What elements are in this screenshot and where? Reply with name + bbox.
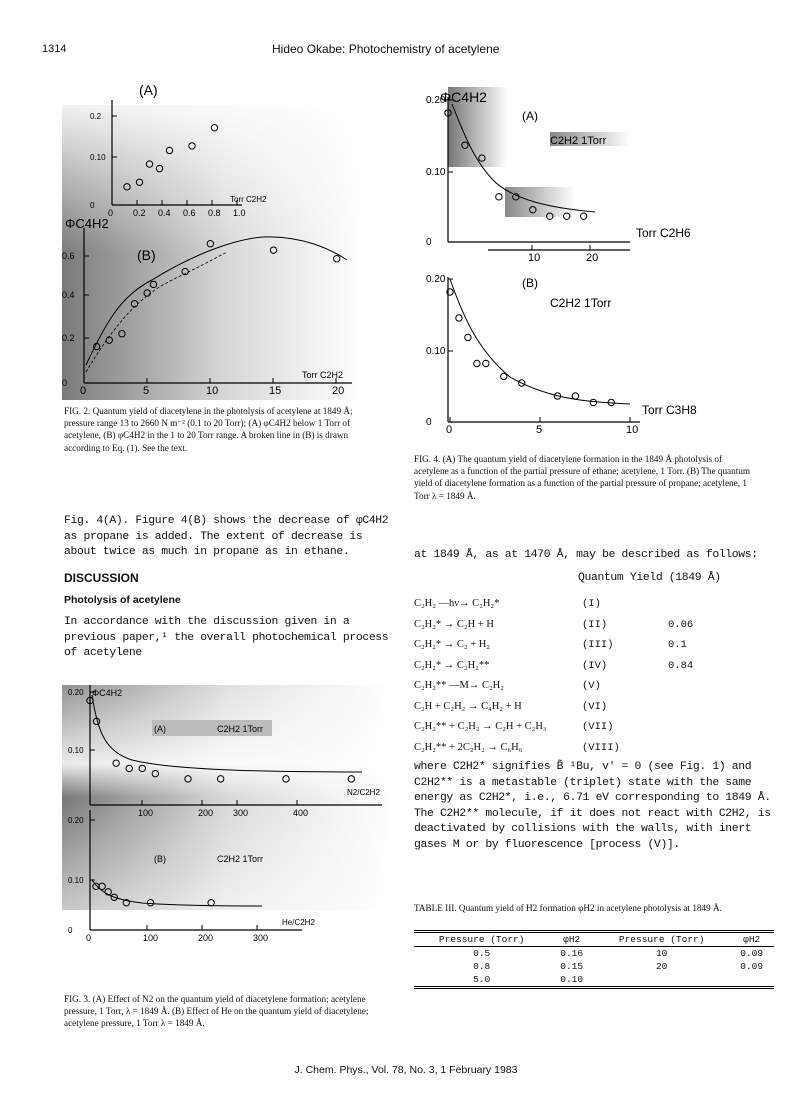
reaction-list (414, 598, 794, 768)
table-row (414, 973, 774, 986)
fig4-caption: FIG. 4. (A) The quantum yield of diacetylene formation in the 1849 Å photolysis of acetylene as a function of the partial pressure of ethane; acetylene, 1 Torr. (B) The quantum yield of diacetylene formation as a function of the partial pressure of propane; acetylene, 1 Torr λ = 1849 Å. (414, 454, 751, 501)
table-cell: 0.5 (473, 948, 491, 959)
fig4-a-x-label: Torr C2H6 (636, 226, 691, 240)
table-row (414, 947, 774, 961)
table3-header: φH2 (743, 934, 761, 945)
footer-citation: J. Chem. Phys., Vol. 78, No. 3, 1 February 1983 (294, 1064, 518, 1076)
tick-label: 10 (206, 385, 219, 397)
fig2-plot (62, 80, 362, 400)
reaction-number: (III) (582, 639, 614, 651)
reaction-row (414, 701, 794, 721)
tick-label: 400 (293, 808, 309, 818)
tick-label: 0.2 (90, 112, 102, 121)
tick-label: 0 (426, 417, 432, 428)
tick-label: 0 (426, 237, 432, 248)
reaction-row (414, 619, 794, 639)
table-cell: 10 (655, 948, 668, 959)
tick-label: 20 (586, 252, 599, 264)
fig3-caption: FIG. 3. (A) Effect of N2 on the quantum yield of diacetylene formation; acetylene pressure, 1 Torr, λ = 1849 Å. (B) Effect of He on the quantum yield of diacetylene; acetylene pressure, 1 Torr λ = 1849 Å. (64, 994, 369, 1029)
reaction-row (414, 639, 794, 659)
table-cell: 5.0 (473, 974, 491, 985)
reaction-row (414, 721, 794, 741)
tick-label: 0.20 (426, 95, 446, 106)
tick-label: 0.10 (426, 167, 446, 178)
reaction-equation: C₂H₂** —M→ C₂H₂ (414, 680, 504, 691)
data-point (465, 334, 471, 340)
tick-label: 0 (446, 424, 453, 436)
tick-label: 0 (86, 933, 92, 943)
tick-label: 300 (253, 933, 269, 943)
reaction-row (414, 660, 794, 680)
section-heading-discussion: DISCUSSION (64, 571, 139, 585)
fig3-panel-a-label: (A) (154, 724, 166, 734)
tick-label: 0.2 (133, 208, 146, 218)
table-cell: 0.15 (560, 961, 584, 972)
tick-label: 0.4 (62, 290, 75, 300)
fig4-y-axis-label: ΦC4H2 (440, 89, 487, 105)
tick-label: 0.10 (90, 153, 106, 162)
reaction-number: (VIII) (582, 741, 620, 754)
reaction-equation: C₂H₂** + 2C₂H₂ → C₆H₆ (414, 741, 523, 753)
tick-label: 10 (626, 424, 639, 436)
tick-label: 10 (528, 252, 541, 264)
reaction-equation: C₂H + C₂H₂ → C₄H₂ + H (414, 700, 522, 712)
fig3-a-x-label: N2/C2H2 (347, 788, 380, 797)
reaction-number: (II) (582, 618, 608, 631)
paragraph-fig4-discussion: Fig. 4(A). Figure 4(B) shows the decrease of φC4H2 as propane is added. The extent of decrease is about twice as much in propane as in ethane. (64, 515, 389, 559)
tick-label: 0 (68, 926, 73, 935)
reaction-row (414, 742, 794, 762)
fig4-b-x-label: Torr C3H8 (642, 403, 697, 417)
paragraph-metastable: where C2H2* signifies B̃ ¹Bu, v′ = 0 (see Fig. 1) and C2H2** is a metastable (triplet) state with the same energy as C2H2*, i.e., 6.71 eV corresponding to 1849 Å. The C2H2** molecule, if it does not react with C2H2, is deactivated by collisions with the walls, with inert gases M or by fluorescence [process (V)]. (414, 761, 771, 851)
fig3-b-x-label: He/C2H2 (282, 918, 315, 927)
data-point (456, 315, 462, 321)
table3-caption: TABLE III. Quantum yield of H2 formation φH2 in acetylene photolysis at 1849 Å. (414, 903, 722, 913)
fig2-caption: FIG. 2. Quantum yield of diacetylene in the photolysis of acetylene at 1849 Å; pressure range 13 to 2660 N m⁻² (0.1 to 20 Torr); (A) φC4H2 below 1 Torr of acetylene, (B) φC4H2 in the 1 to 20 Torr range. A broken line in (B) is drawn according to Eq. (1). See the text. (64, 406, 353, 453)
fig3-plot (62, 680, 392, 990)
table-cell (729, 973, 774, 986)
tick-label: 0 (108, 208, 114, 218)
tick-label: 0.6 (62, 251, 75, 261)
fig2-panel-a-label: (A) (139, 82, 158, 98)
reaction-number: (I) (582, 598, 601, 610)
tick-label: 0.10 (68, 746, 84, 755)
reaction-number: (V) (582, 680, 601, 692)
reaction-equation: C₂H₂ —hν→ C₂H₂* (414, 598, 500, 609)
table-cell: 0.16 (560, 948, 584, 959)
fig4-plot (410, 82, 790, 444)
data-point (501, 373, 507, 379)
fig4-a-note: C2H2 1Torr (550, 135, 607, 147)
table-cell: 0.09 (740, 961, 764, 972)
fig2-y-axis-label: ΦC4H2 (65, 216, 109, 231)
reaction-quantum-yield: 0.84 (668, 659, 694, 672)
fig2-b-x-label: Torr C2H2 (302, 370, 344, 380)
reaction-quantum-yield: 0.1 (668, 639, 687, 651)
tick-label: 0.20 (68, 688, 84, 697)
tick-label: 0.20 (68, 816, 84, 825)
tick-label: 100 (138, 808, 154, 818)
table3 (414, 930, 774, 989)
reaction-equation: C₂H₂* → C₂H₂** (414, 659, 490, 671)
tick-label: 200 (198, 933, 214, 943)
table-cell: 0.09 (740, 948, 764, 959)
fig4-b-note: C2H2 1Torr (550, 296, 612, 310)
reaction-number: (IV) (582, 659, 608, 672)
tick-label: 5 (143, 385, 150, 397)
tick-label: 0.8 (208, 208, 221, 218)
tick-label: 0.10 (68, 876, 84, 885)
table3-header: Pressure (Torr) (618, 934, 705, 945)
data-point (572, 393, 578, 399)
fig4-panel-a-label: (A) (522, 109, 538, 123)
reaction-number: (VI) (582, 700, 608, 713)
data-point (496, 194, 502, 200)
data-point (483, 360, 489, 366)
tick-label: 20 (332, 385, 345, 397)
fig3-y-axis-label: ΦC4H2 (92, 688, 123, 698)
tick-label: 0.6 (183, 208, 196, 218)
tick-label: 0 (62, 378, 68, 388)
table-cell (594, 973, 729, 986)
reaction-equation: C₂H₂** + C₂H₂ → C₂H + C₂H₃ (414, 721, 547, 732)
tick-label: 15 (269, 385, 282, 397)
page-number: 1314 (42, 43, 67, 55)
running-title: Hideo Okabe: Photochemistry of acetylene (272, 42, 500, 56)
reaction-quantum-yield: 0.06 (668, 618, 694, 631)
reaction-number: (VII) (582, 721, 614, 733)
reaction-equation: C₂H₂* → C₂ + H₂ (414, 639, 490, 650)
tick-label: 5 (536, 424, 543, 436)
paragraph-described: at 1849 Å, as at 1470 Å, may be described as follows: (414, 549, 758, 561)
tick-label: 0 (90, 201, 95, 210)
tick-label: 0.4 (158, 208, 171, 218)
fig3-panel-b-label: (B) (154, 854, 166, 864)
fig3-a-note: C2H2 1Torr (217, 724, 264, 734)
reaction-row (414, 598, 794, 618)
data-point (590, 399, 596, 405)
paragraph-overall-process: In accordance with the discussion given in a previous paper,¹ the overall photochemical process of acetylene (64, 616, 389, 660)
table-cell: 0.8 (473, 961, 491, 972)
reaction-equation: C₂H₂* → C₂H + H (414, 618, 494, 630)
tick-label: 200 (198, 808, 214, 818)
tick-label: 0.2 (62, 333, 75, 343)
data-point (474, 360, 480, 366)
tick-label: 100 (143, 933, 159, 943)
fig3-b-note: C2H2 1Torr (217, 854, 264, 864)
table-row (414, 960, 774, 973)
reaction-row (414, 680, 794, 700)
data-point (580, 213, 586, 219)
table-cell: 0.10 (560, 974, 584, 985)
tick-label: 300 (233, 808, 249, 818)
quantum-yield-heading: Quantum Yield (1849 Å) (578, 572, 721, 584)
fig2-a-x-label: Torr C2H2 (230, 195, 267, 204)
tick-label: 0.20 (426, 274, 446, 285)
tick-label: 0 (80, 385, 87, 397)
subsection-heading: Photolysis of acetylene (64, 594, 181, 606)
table3-header: φH2 (563, 934, 581, 945)
tick-label: 1.0 (233, 208, 246, 218)
table-cell: 20 (655, 961, 668, 972)
fig2-panel-b-label: (B) (137, 247, 156, 263)
fig4-panel-b-label: (B) (522, 276, 538, 290)
table3-header: Pressure (Torr) (438, 934, 525, 945)
tick-label: 0.10 (426, 346, 446, 357)
